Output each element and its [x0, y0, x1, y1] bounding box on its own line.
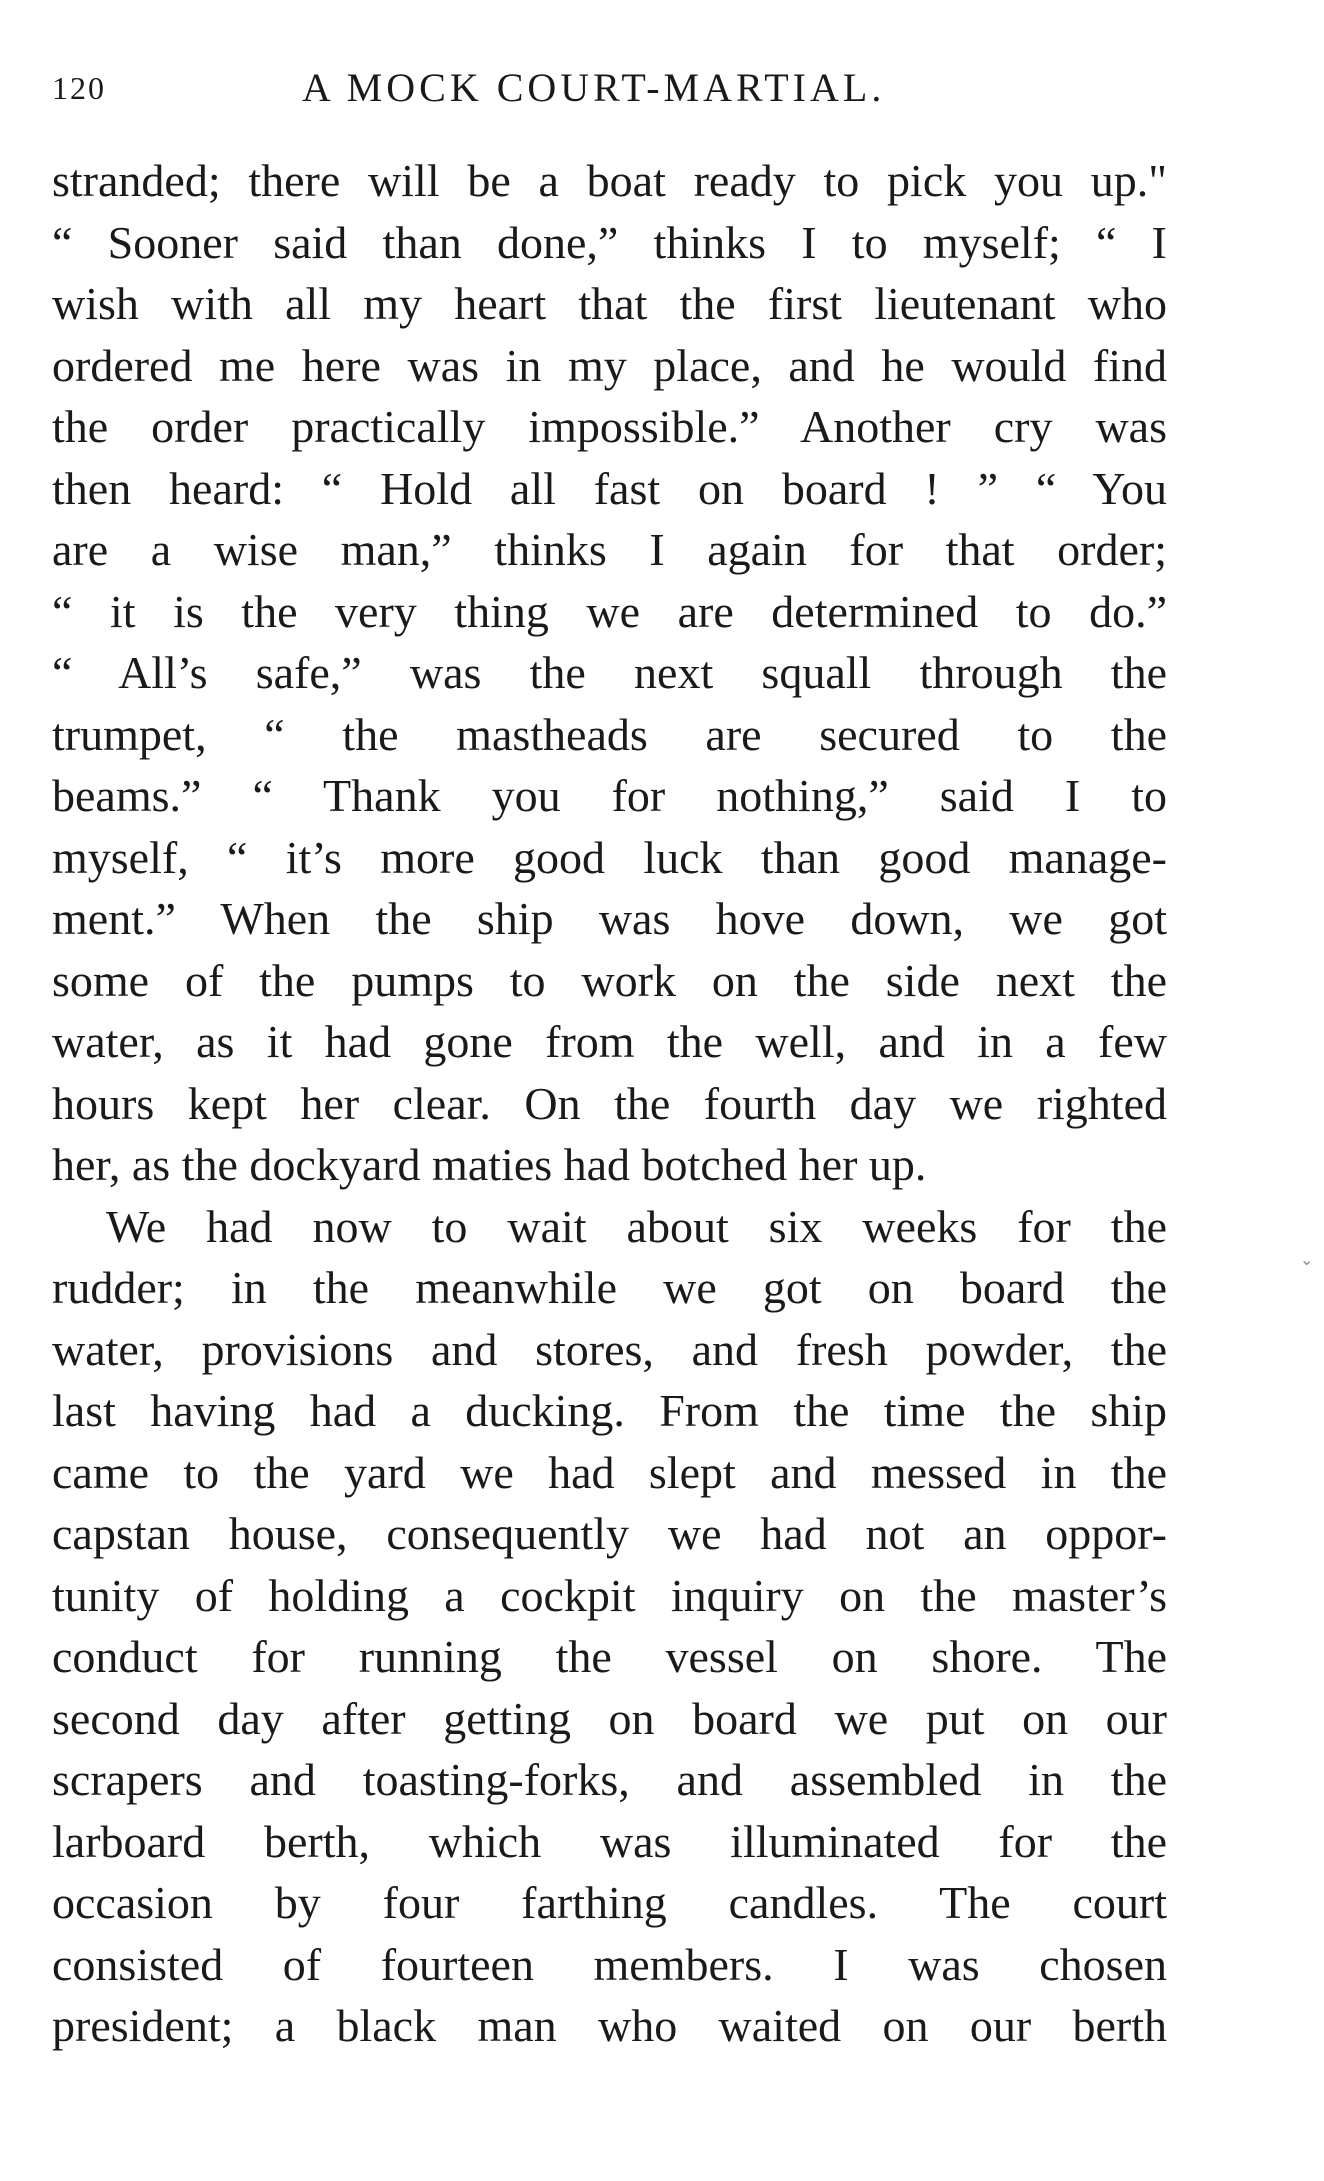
- text-line: came to the yard we had slept and messed in the: [52, 1446, 1167, 1498]
- text-line: conduct for running the vessel on shore. The: [52, 1631, 1167, 1682]
- text-line: hours kept her clear. On the fourth day we righted: [52, 1077, 1167, 1129]
- text-line: “ Sooner said than done,” thinks I to myself; “ I: [52, 216, 1167, 268]
- text-line: then heard: “ Hold all fast on board ! ” “ You: [52, 462, 1167, 514]
- text-line: second day after getting on board we put on our: [52, 1692, 1167, 1744]
- margin-mark-icon: ⌄: [1300, 1250, 1314, 1269]
- page-header: [52, 64, 1172, 124]
- text-line: rudder; in the meanwhile we got on board the: [52, 1262, 1167, 1313]
- text-line: larboard berth, which was illuminated for the: [52, 1815, 1167, 1867]
- text-line: consisted of fourteen members. I was chosen: [52, 1938, 1167, 1990]
- text-line: ordered me here was in my place, and he would find: [52, 339, 1167, 391]
- text-line: stranded; there will be a boat ready to pick you up.": [52, 155, 1167, 206]
- text-line: myself, “ it’s more good luck than good manage-: [52, 831, 1167, 883]
- text-line: tunity of holding a cockpit inquiry on the master’s: [52, 1569, 1167, 1621]
- text-line: occasion by four farthing candles. The court: [52, 1877, 1167, 1928]
- body-text: [52, 150, 1167, 2057]
- text-line: “ All’s safe,” was the next squall through the: [52, 647, 1167, 698]
- paragraph: [52, 1196, 1167, 2057]
- text-line: are a wise man,” thinks I again for that order;: [52, 524, 1167, 575]
- running-title: A MOCK COURT-MARTIAL.: [302, 65, 886, 110]
- text-line: We had now to wait about six weeks for the: [106, 1200, 1167, 1252]
- text-line: trumpet, “ the mastheads are secured to the: [52, 708, 1167, 760]
- text-line: water, as it had gone from the well, and in a few: [52, 1016, 1167, 1067]
- text-line: the order practically impossible.” Another cry was: [52, 401, 1167, 452]
- text-line: scrapers and toasting-forks, and assembled in the: [52, 1754, 1167, 1805]
- text-line: president; a black man who waited on our berth: [52, 2000, 1167, 2051]
- text-line: some of the pumps to work on the side next the: [52, 954, 1167, 1006]
- text-line: wish with all my heart that the first lieutenant who: [52, 278, 1167, 329]
- text-line: her, as the dockyard maties had botched her up.: [52, 1139, 927, 1190]
- text-line: ment.” When the ship was hove down, we got: [52, 893, 1167, 944]
- text-line: last having had a ducking. From the time the ship: [52, 1385, 1167, 1436]
- page-number: 120: [52, 70, 106, 106]
- text-line: “ it is the very thing we are determined to do.”: [52, 585, 1167, 637]
- text-line: water, provisions and stores, and fresh powder, the: [52, 1323, 1167, 1375]
- text-line: capstan house, consequently we had not an oppor-: [52, 1508, 1167, 1559]
- text-line: beams.” “ Thank you for nothing,” said I to: [52, 770, 1167, 821]
- paragraph: [52, 150, 1167, 1196]
